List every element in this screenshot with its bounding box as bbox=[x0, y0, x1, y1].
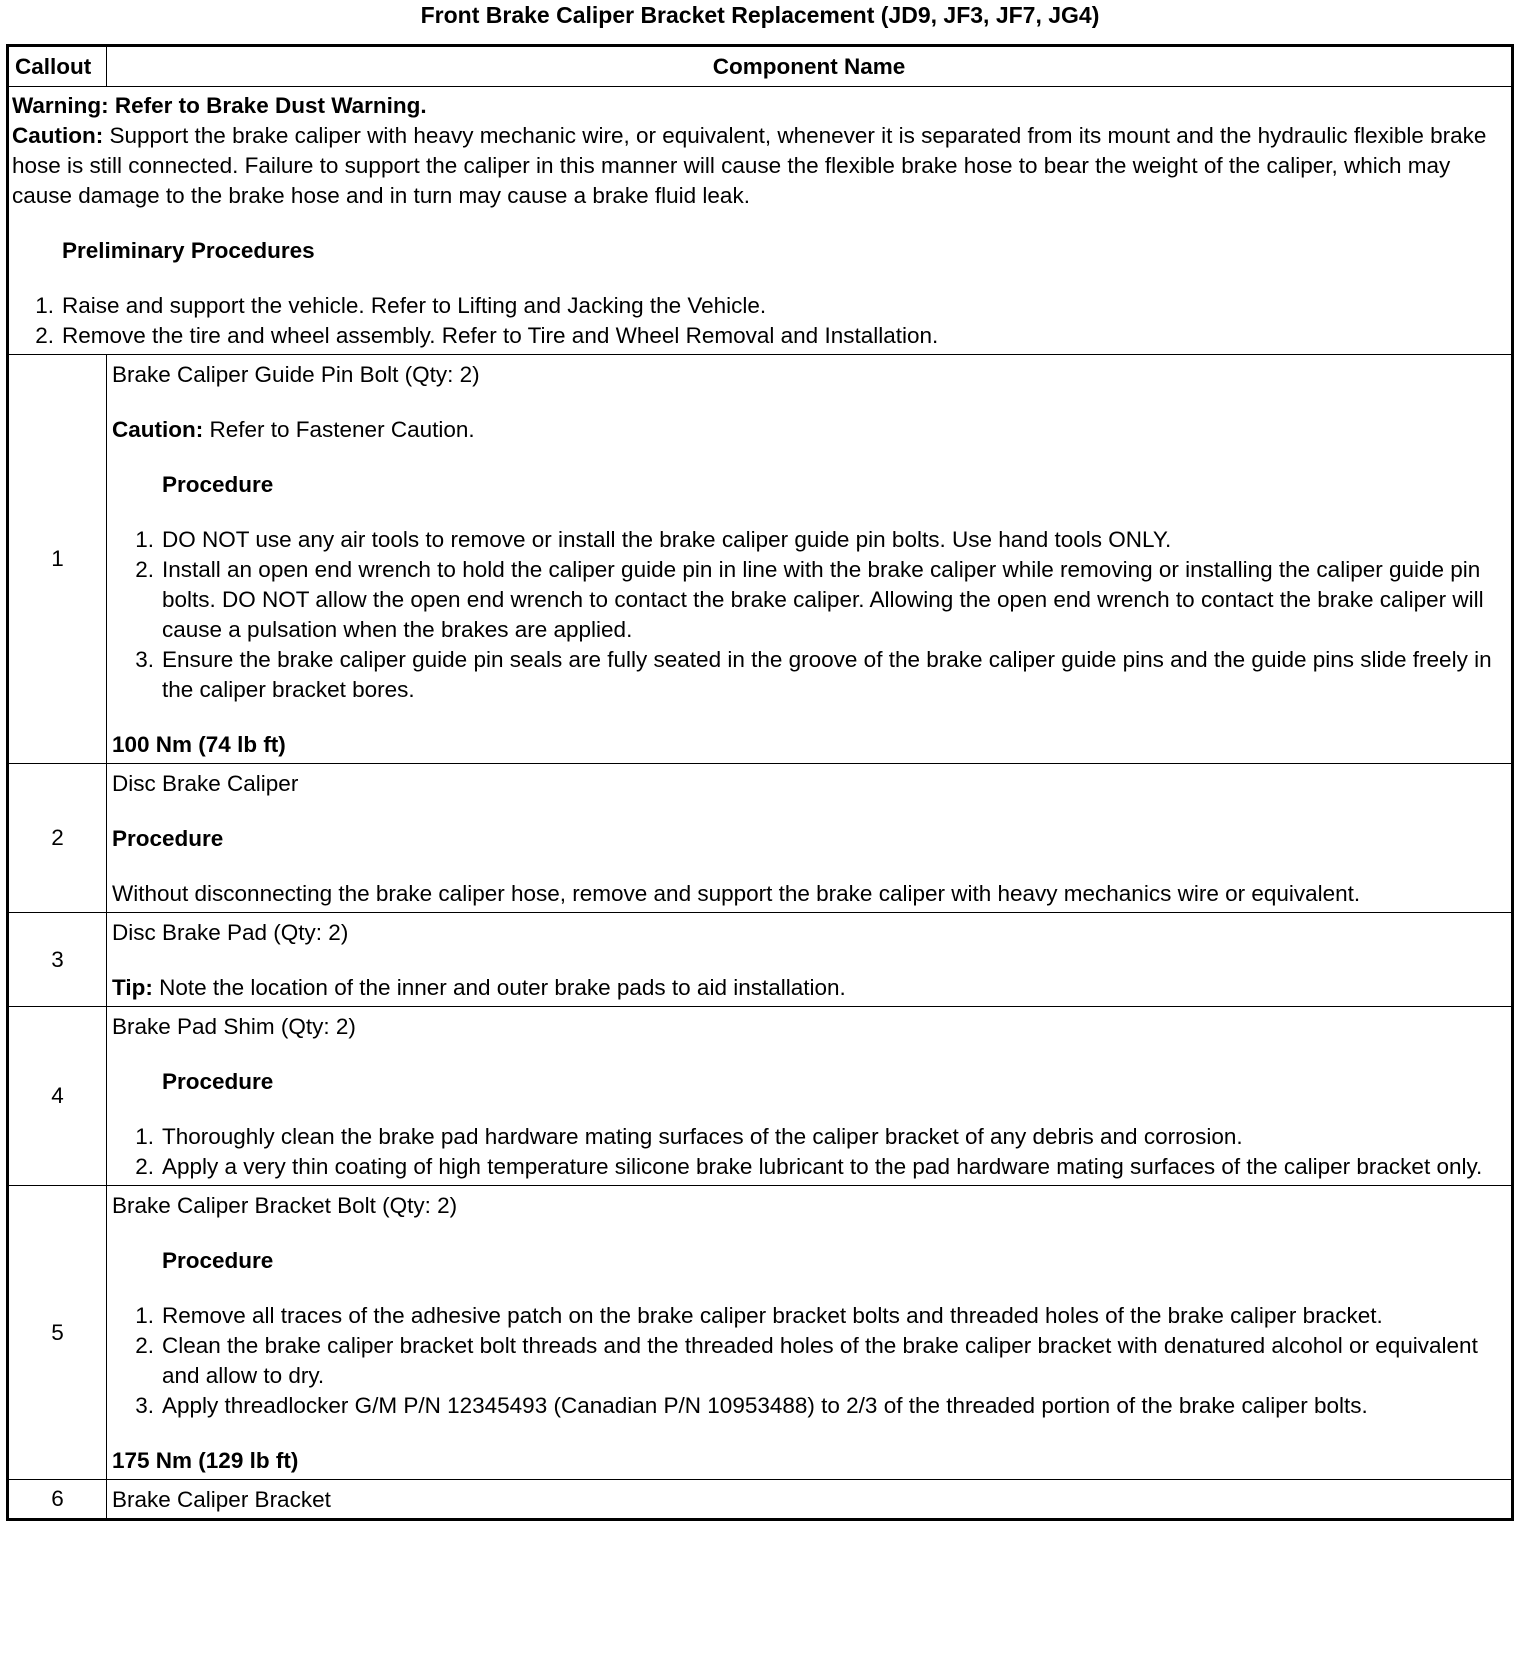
intro-row bbox=[8, 87, 1513, 355]
component-cell bbox=[107, 913, 1513, 1007]
callout-number: 6 bbox=[8, 1480, 107, 1520]
table-row bbox=[8, 913, 1513, 1007]
procedure-heading: Procedure bbox=[162, 472, 274, 497]
preliminary-steps bbox=[12, 291, 1508, 351]
callout-number: 5 bbox=[8, 1186, 107, 1480]
callout-number: 2 bbox=[8, 764, 107, 913]
procedure-heading: Procedure bbox=[162, 1069, 274, 1094]
callout-number: 4 bbox=[8, 1007, 107, 1186]
intro-caution bbox=[12, 121, 1508, 211]
component-name-header: Component Name bbox=[107, 46, 1513, 87]
procedure-heading: Procedure bbox=[162, 1248, 274, 1273]
callout-number: 3 bbox=[8, 913, 107, 1007]
procedure-text: Without disconnecting the brake caliper hose, remove and support the brake caliper with heavy mechanics wire or equivalent. bbox=[112, 881, 1361, 906]
list-item: 3. Apply threadlocker G/M P/N 12345493 (Canadian P/N 10953488) to 2/3 of the threaded portion of the brake caliper bolts. bbox=[135, 1393, 1368, 1418]
component-name: Brake Caliper Guide Pin Bolt (Qty: 2) bbox=[112, 362, 480, 387]
component-name: Disc Brake Pad (Qty: 2) bbox=[112, 920, 349, 945]
list-item: 2. Clean the brake caliper bracket bolt threads and the threaded holes of the brake caliper bracket with denatured alcohol or equivalent and allow to dry. bbox=[135, 1333, 1478, 1388]
component-cell bbox=[107, 355, 1513, 764]
component-name: Brake Pad Shim (Qty: 2) bbox=[112, 1014, 356, 1039]
component-table bbox=[6, 44, 1514, 1521]
table-row bbox=[8, 1007, 1513, 1186]
component-name: Brake Caliper Bracket bbox=[112, 1487, 331, 1512]
fastener-caution: Caution: Refer to Fastener Caution. bbox=[112, 417, 475, 442]
component-cell bbox=[107, 1480, 1513, 1520]
component-cell bbox=[107, 764, 1513, 913]
list-item: 1. DO NOT use any air tools to remove or install the brake caliper guide pin bolts. Use hand tools ONLY. bbox=[135, 527, 1172, 552]
procedure-steps bbox=[112, 1301, 1506, 1421]
torque-spec: 175 Nm (129 lb ft) bbox=[112, 1448, 299, 1473]
procedure-heading: Procedure bbox=[112, 826, 224, 851]
component-name: Brake Caliper Bracket Bolt (Qty: 2) bbox=[112, 1193, 458, 1218]
page-title: Front Brake Caliper Bracket Replacement (JD9, JF3, JF7, JG4) bbox=[420, 2, 1100, 28]
list-item: 2. Remove the tire and wheel assembly. Refer to Tire and Wheel Removal and Installation. bbox=[35, 323, 939, 348]
callout-header: Callout bbox=[8, 46, 107, 87]
preliminary-procedures-heading: Preliminary Procedures bbox=[62, 238, 315, 263]
list-item: 1. Raise and support the vehicle. Refer to Lifting and Jacking the Vehicle. bbox=[35, 293, 767, 318]
table-row bbox=[8, 355, 1513, 764]
list-item: 1. Thoroughly clean the brake pad hardware mating surfaces of the caliper bracket of any debris and corrosion. bbox=[135, 1124, 1243, 1149]
component-cell bbox=[107, 1186, 1513, 1480]
tip: Tip: Note the location of the inner and outer brake pads to aid installation. bbox=[112, 975, 846, 1000]
table-header-row bbox=[8, 46, 1513, 87]
procedure-steps bbox=[112, 525, 1506, 705]
list-item: 2. Apply a very thin coating of high temperature silicone brake lubricant to the pad hardware mating surfaces of the caliper bracket only. bbox=[135, 1154, 1483, 1179]
intro-cell bbox=[8, 87, 1513, 355]
caution-label: Caution: bbox=[12, 123, 104, 148]
torque-spec: 100 Nm (74 lb ft) bbox=[112, 732, 286, 757]
callout-number: 1 bbox=[8, 355, 107, 764]
list-item: 2. Install an open end wrench to hold the caliper guide pin in line with the brake caliper while removing or installing the caliper guide pin bolts. DO NOT allow the open end wrench to contact the brake caliper. Allowing the open end wrench to contact the brake caliper will cause a pulsation when the brakes are applied. bbox=[135, 557, 1484, 642]
table-row bbox=[8, 1480, 1513, 1520]
component-name: Disc Brake Caliper bbox=[112, 771, 299, 796]
component-cell bbox=[107, 1007, 1513, 1186]
caution-text: Support the brake caliper with heavy mechanic wire, or equivalent, whenever it is separated from its mount and the hydraulic flexible brake hose is still connected. Failure to support the caliper in this manner will cause the flexible brake hose to bear the weight of the caliper, which may cause damage to the brake hose and in turn may cause a brake fluid leak. bbox=[12, 123, 1487, 208]
list-item: 3. Ensure the brake caliper guide pin seals are fully seated in the groove of the brake caliper guide pins and the guide pins slide freely in the caliper bracket bores. bbox=[135, 647, 1492, 702]
table-row bbox=[8, 1186, 1513, 1480]
table-row bbox=[8, 764, 1513, 913]
brake-dust-warning: Warning: Refer to Brake Dust Warning. bbox=[12, 93, 427, 118]
list-item: 1. Remove all traces of the adhesive patch on the brake caliper bracket bolts and threaded holes of the brake caliper bracket. bbox=[135, 1303, 1383, 1328]
procedure-steps bbox=[112, 1122, 1506, 1182]
